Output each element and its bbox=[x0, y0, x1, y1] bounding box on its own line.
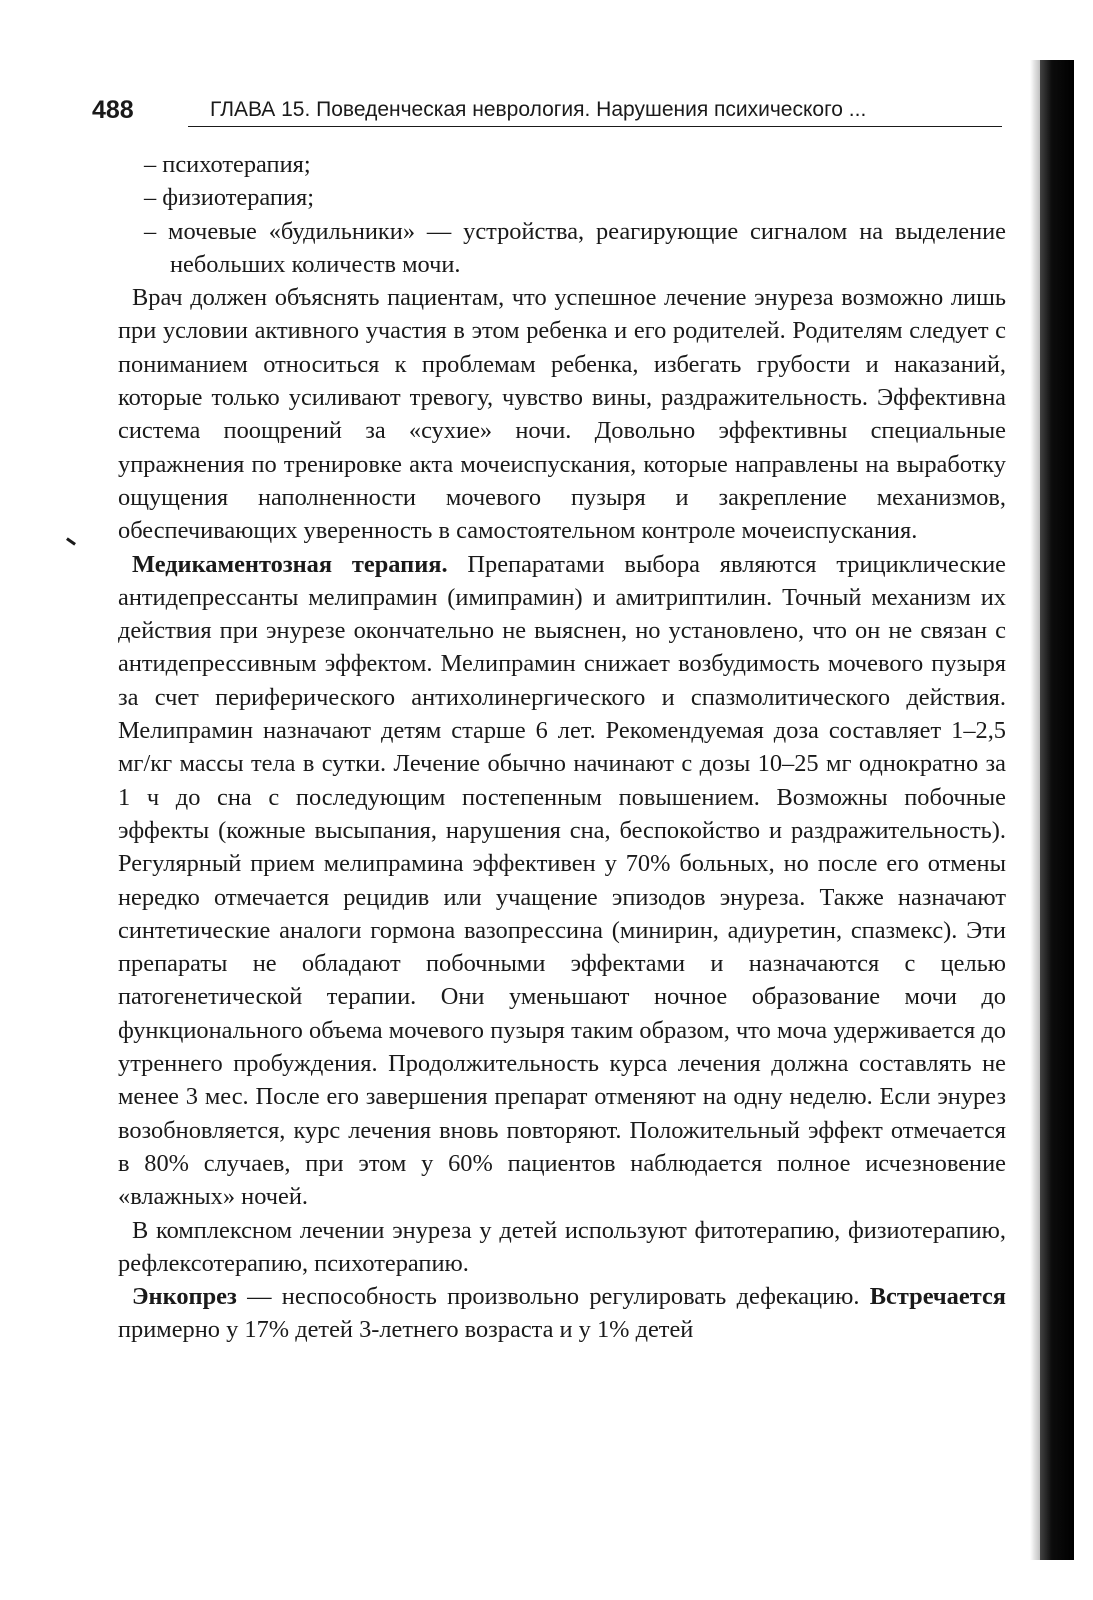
paragraph-doctor-advice: Врач должен объяснять пациентам, что успешное лечение энуреза возможно лишь при условии активного участия в этом ребенка и его родителей. Родителям следует с пониманием относиться к проблемам ребенка, избегать грубости и наказаний, которые только усиливают тревогу, чувство вины, раздражительность. Эффективна система поощрений за «сухие» ночи. Довольно эффективны специальные упражнения по тренировке акта мочеиспускания, которые направлены на выработку ощущения наполненности мочевого пузыря и закрепление механизмов, обеспечивающих уверенность в самостоятельном контроле мочеиспускания. bbox=[118, 284, 1006, 545]
drug-therapy-text: Препаратами выбора являются трициклические антидепрессанты мелипрамин (имипрамин) и амитриптилин. Точный механизм их действия при энурезе окончательно не выяснен, но установлено, что он не связан с антидепрессивным эффектом. Мелипрамин снижает возбудимость мочевого пузыря за счет периферического антихолинергического и спазмолитического действия. Мелипрамин назначают детям старше 6 лет. Рекомендуемая доза составляет 1–2,5 мг/кг массы тела в сутки. Лечение обычно начинают с дозы 10–25 мг однократно за 1 ч до сна с последующим постепенным повышением. Возможны побочные эффекты (кожные высыпания, нарушения сна, беспокойство и раздражительность). Регулярный прием мелипрамина эффективен у 70% больных, но после его отмены нередко отмечается рецидив или учащение эпизодов энуреза. Также назначают синтетические аналоги гормона вазопрессина (минирин, адиуретин, спазмекс). Эти препараты не обладают побочными эффектами и назначаются с целью патогенетической терапии. Они уменьшают ночное образование мочи до функционального объема мочевого пузыря таким образом, что моча удерживается до утреннего пробуждения. Продолжительность курса лечения должна составлять не менее 3 мес. После его завершения препарат отменяют на одну неделю. Если энурез возобновляется, курс лечения вновь повторяют. Положительный эффект отмечается в 80% случаев, при этом у 60% пациентов наблюдается полное исчезновение «влажных» ночей. bbox=[118, 550, 1006, 1211]
drug-therapy-heading: Медикаментозная терапия. bbox=[132, 550, 448, 578]
list-item: – мочевые «будильники» — устройства, реагирующие сигналом на выделение небольших количеств мочи. bbox=[144, 217, 1006, 278]
chapter-title: ГЛАВА 15. Поведенческая неврология. Нарушения психического ... bbox=[210, 98, 867, 121]
encopresis-definition: — неспособность произвольно регулировать дефекацию. bbox=[236, 1283, 870, 1311]
list-item: – физиотерапия; bbox=[144, 184, 314, 212]
body-text bbox=[118, 148, 1006, 1347]
therapy-list bbox=[118, 148, 1006, 281]
running-header bbox=[92, 92, 1012, 132]
paragraph-drug-therapy bbox=[118, 548, 1006, 1214]
list-item: – психотерапия; bbox=[144, 151, 311, 178]
paragraph-encopresis bbox=[118, 1280, 1006, 1347]
margin-mark bbox=[66, 537, 76, 545]
encopresis-occurs: Встречается bbox=[869, 1283, 1006, 1311]
scan-edge bbox=[1040, 60, 1074, 1560]
encopresis-term: Энкопрез bbox=[132, 1283, 237, 1311]
header-rule bbox=[188, 126, 1002, 127]
page-number: 488 bbox=[92, 96, 134, 124]
paragraph-complex-treatment: В комплексном лечении энуреза у детей используют фитотерапию, физиотерапию, рефлексотерапию, психотерапию. bbox=[118, 1216, 1006, 1277]
encopresis-prevalence: примерно у 17% детей 3-летнего возраста и у 1% детей bbox=[118, 1316, 694, 1344]
